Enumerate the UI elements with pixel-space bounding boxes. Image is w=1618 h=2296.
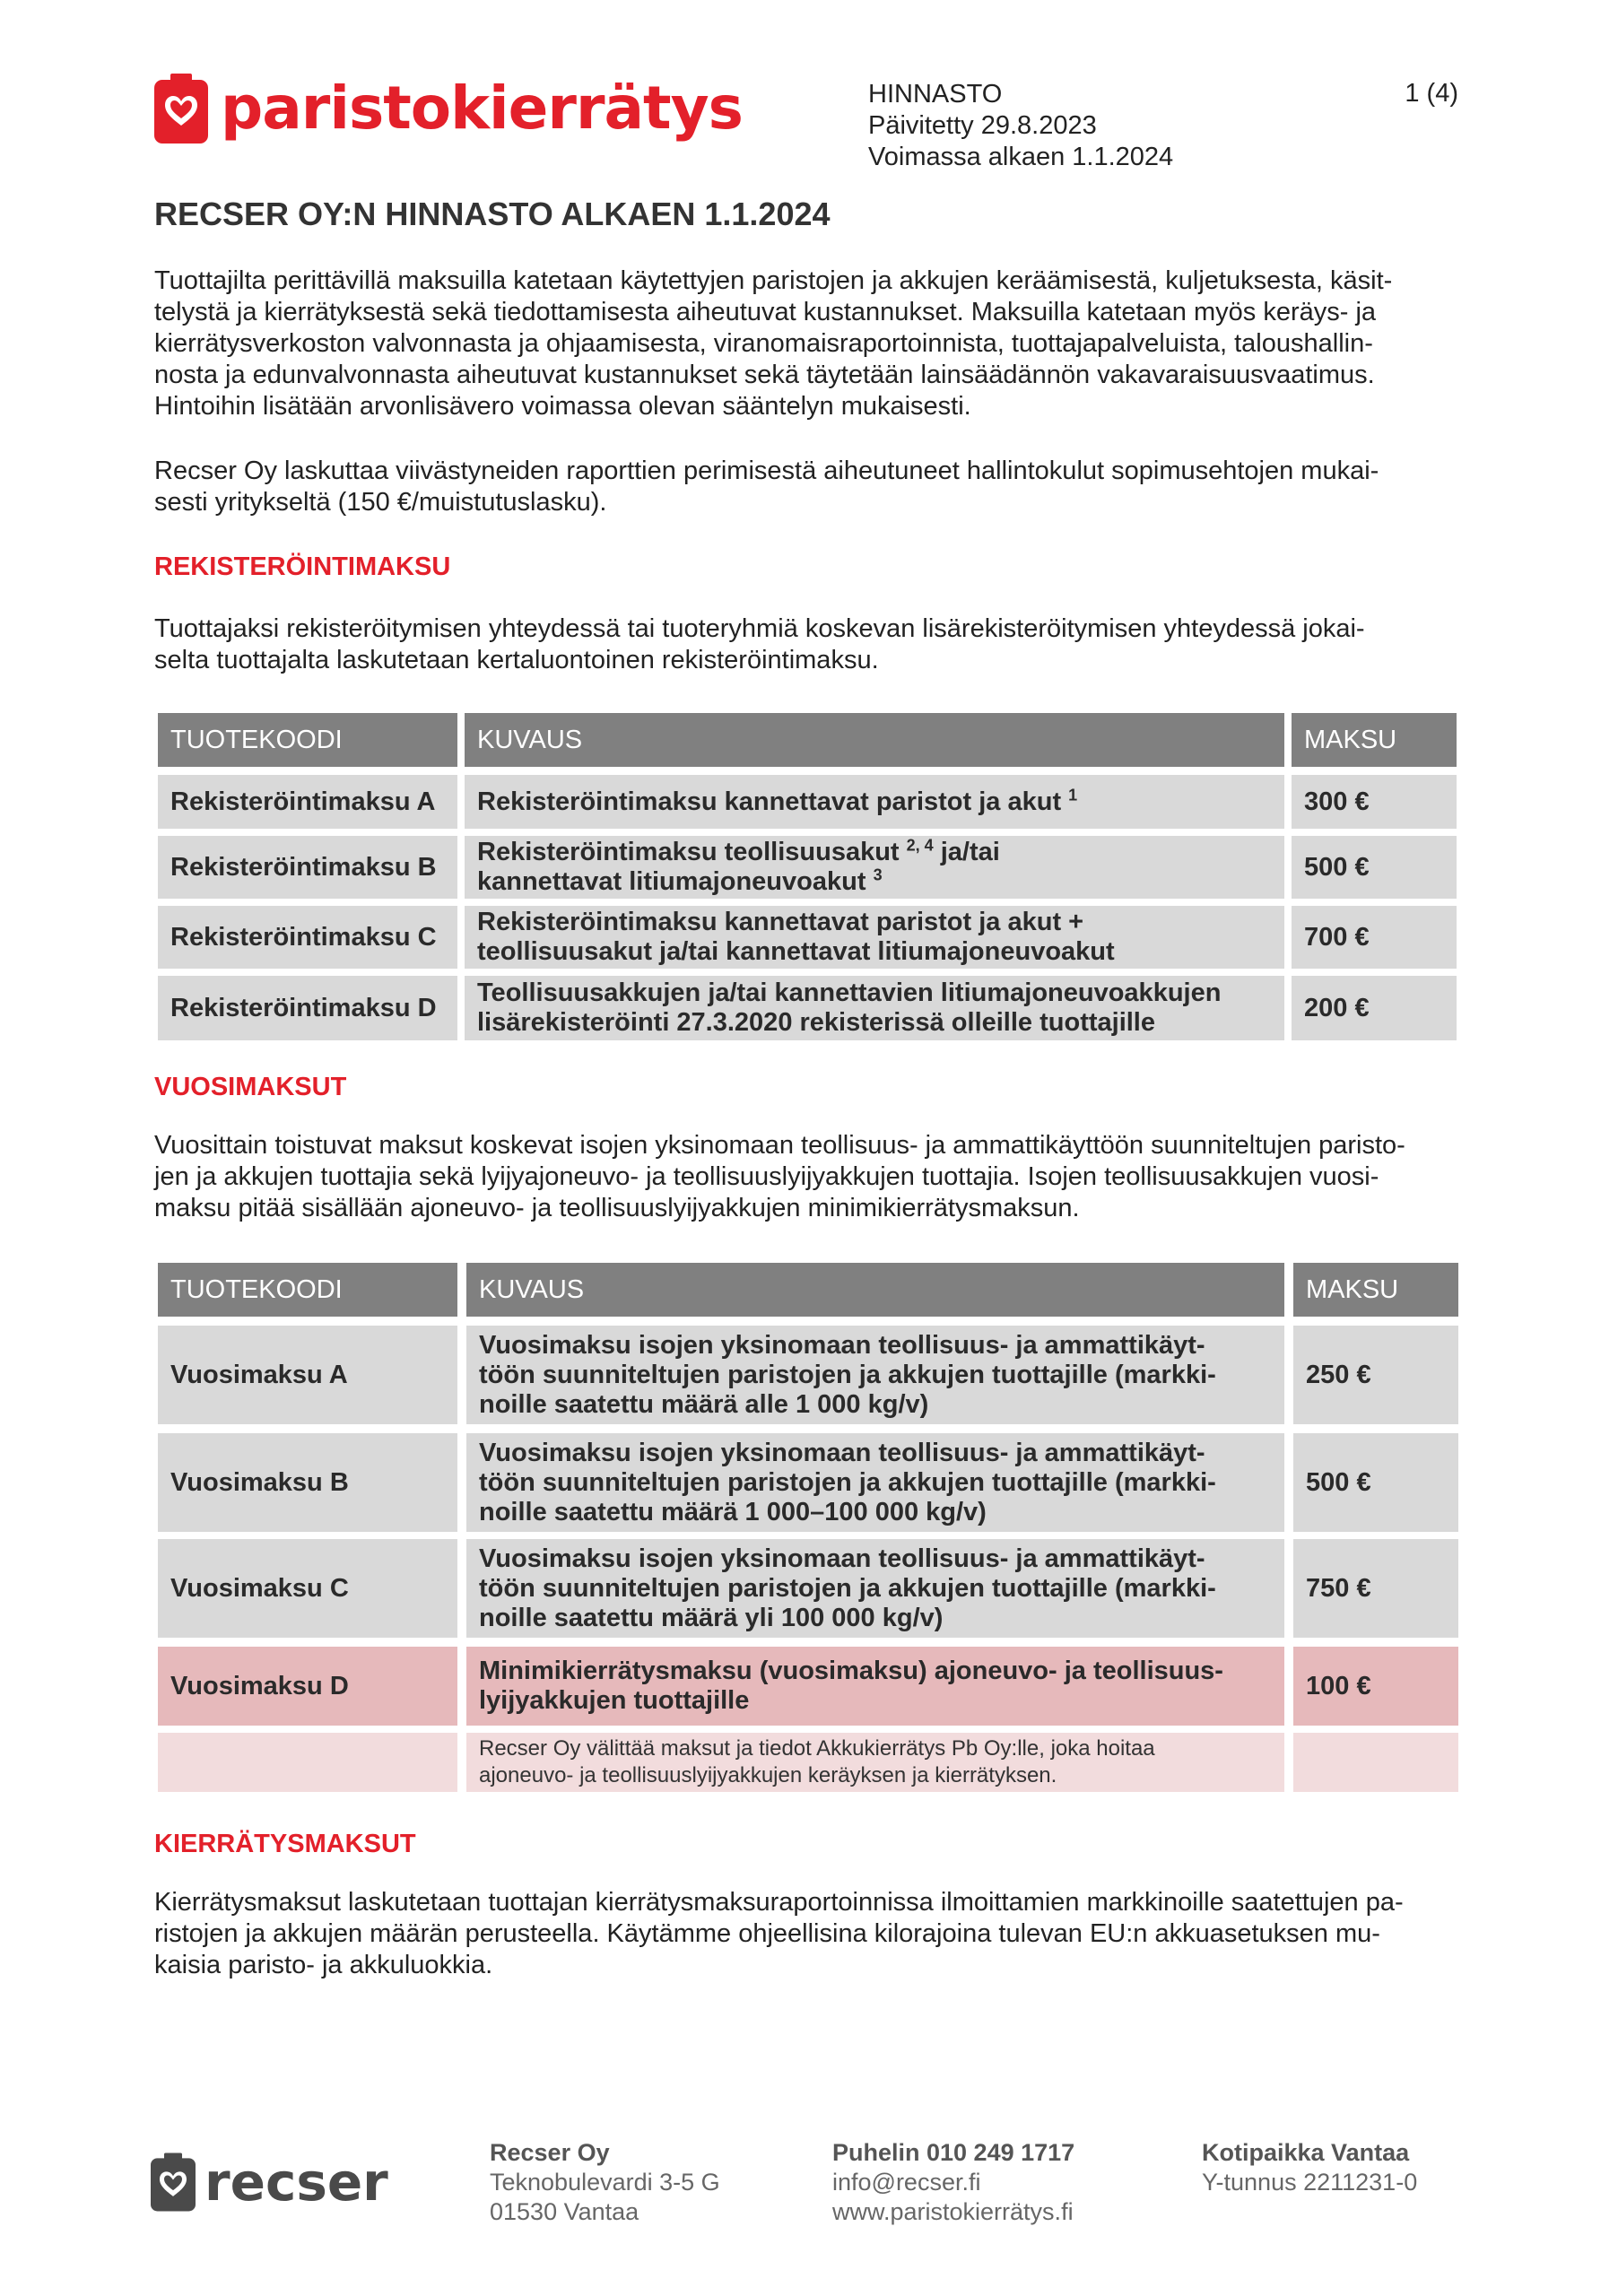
valid-from-date: Voimassa alkaen 1.1.2024 xyxy=(868,143,1174,171)
footer-brand-name: recser xyxy=(204,2152,388,2213)
registration-heading: REKISTERÖINTIMAKSU xyxy=(154,552,451,581)
updated-date: Päivitetty 29.8.2023 xyxy=(868,111,1097,140)
description-text: Rekisteröintimaksu kannettavat paristot ja akut + xyxy=(477,908,1084,936)
text-line: Recser Oy laskuttaa viivästyneiden raporttien perimisestä aiheutuneet hallintokulut sopimusehtojen mukai- xyxy=(154,457,1379,485)
table-row-fee: 300 € xyxy=(1292,775,1457,829)
table-row-code: Rekisteröintimaksu D xyxy=(158,976,457,1040)
note-row-empty-cell xyxy=(158,1733,457,1792)
table-row-description xyxy=(465,836,1284,899)
table-row-fee: 250 € xyxy=(1293,1326,1458,1424)
table-row-fee: 750 € xyxy=(1293,1539,1458,1638)
description-text: töön suunniteltujen paristojen ja akkujen tuottajille (markki- xyxy=(479,1467,1216,1497)
domicile: Kotipaikka Vantaa xyxy=(1202,2139,1410,2166)
column-header-code: TUOTEKOODI xyxy=(158,1263,457,1317)
description-text: noille saatettu määrä 1 000–100 000 kg/v) xyxy=(479,1497,987,1526)
table-row-code: Rekisteröintimaksu A xyxy=(158,775,457,829)
description-text: Teollisuusakkujen ja/tai kannettavien litiumajoneuvoakkujen xyxy=(477,978,1222,1007)
table-row-description xyxy=(466,1326,1284,1424)
doc-type: HINNASTO xyxy=(868,80,1003,109)
brand-logo xyxy=(154,74,743,144)
text-line: selta tuottajalta laskutetaan kertaluontoinen rekisteröintimaksu. xyxy=(154,646,879,674)
text-line: Vuosittain toistuvat maksut koskevat isojen yksinomaan teollisuus- ja ammattikäyttöön suunniteltujen paristo- xyxy=(154,1131,1405,1160)
table-row-description xyxy=(465,906,1284,969)
footnote-ref: 3 xyxy=(873,865,883,884)
battery-heart-icon xyxy=(151,2152,196,2212)
description-text: noille saatettu määrä alle 1 000 kg/v) xyxy=(479,1389,929,1419)
city-address: 01530 Vantaa xyxy=(490,2198,639,2225)
description-text: Vuosimaksu isojen yksinomaan teollisuus- ja ammattikäyt- xyxy=(479,1330,1205,1360)
description-text: lyijyakkujen tuottajille xyxy=(479,1686,750,1715)
table-row-code: Vuosimaksu C xyxy=(158,1539,457,1638)
annual-heading: VUOSIMAKSUT xyxy=(154,1073,347,1101)
page-title: RECSER OY:N HINNASTO ALKAEN 1.1.2024 xyxy=(154,196,831,232)
table-row-description xyxy=(466,1539,1284,1638)
column-header-description: KUVAUS xyxy=(466,1263,1284,1317)
footnote-ref: 1 xyxy=(1068,785,1078,804)
table-row-code: Vuosimaksu B xyxy=(158,1433,457,1532)
description-text: kannettavat litiumajoneuvoakut xyxy=(477,867,866,896)
website-link[interactable]: www.paristokierrätys.fi xyxy=(832,2198,1074,2225)
page-number: 1 (4) xyxy=(1405,79,1458,108)
description-text: töön suunniteltujen paristojen ja akkujen tuottajille (markki- xyxy=(479,1360,1216,1389)
description-text: ja/tai xyxy=(933,838,1000,866)
phone-number: Puhelin 010 249 1717 xyxy=(832,2139,1075,2166)
street-address: Teknobulevardi 3-5 G xyxy=(490,2169,720,2196)
text-line: Kierrätysmaksut laskutetaan tuottajan kierrätysmaksuraportoinnissa ilmoittamien markkinoille saatettujen pa- xyxy=(154,1888,1404,1917)
table-row-description xyxy=(465,775,1284,829)
table-row-fee: 500 € xyxy=(1292,836,1457,899)
note-line: Recser Oy välittää maksut ja tiedot Akkukierrätys Pb Oy:lle, joka hoitaa xyxy=(479,1736,1155,1761)
text-line: nosta ja edunvalvonnasta aiheutuvat kustannukset sekä täytetään lainsäädännön vakavaraisuusvaatimus. xyxy=(154,361,1375,389)
text-line: Hintoihin lisätään arvonlisävero voimassa olevan sääntelyn mukaisesti. xyxy=(154,392,971,421)
text-line: Tuottajilta perittävillä maksuilla katetaan käytettyjen paristojen ja akkujen keräämisestä, kuljetuksesta, käsit- xyxy=(154,266,1393,295)
description-text: Vuosimaksu isojen yksinomaan teollisuus- ja ammattikäyt- xyxy=(479,1544,1205,1573)
description-text: Rekisteröintimaksu kannettavat paristot ja akut xyxy=(477,787,1062,816)
text-line: jen ja akkujen tuottajia sekä lyijyajoneuvo- ja teollisuuslyijyakkujen tuottajia. Isojen teollisuusakkujen vuosi- xyxy=(154,1162,1379,1191)
note-row-text xyxy=(466,1733,1284,1792)
description-text: töön suunniteltujen paristojen ja akkujen tuottajille (markki- xyxy=(479,1573,1216,1603)
table-row-code: Rekisteröintimaksu C xyxy=(158,906,457,969)
intro-paragraph-2 xyxy=(154,456,1473,518)
description-text: lisärekisteröinti 27.3.2020 rekisterissä olleille tuottajille xyxy=(477,1008,1155,1037)
business-id: Y-tunnus 2211231-0 xyxy=(1202,2169,1418,2196)
description-text: Rekisteröintimaksu teollisuusakut xyxy=(477,838,900,866)
description-text: Minimikierrätysmaksu (vuosimaksu) ajoneuvo- ja teollisuus- xyxy=(479,1657,1223,1685)
footer-contact xyxy=(832,2138,1074,2227)
description-text: Vuosimaksu isojen yksinomaan teollisuus- ja ammattikäyt- xyxy=(479,1438,1205,1467)
text-line: maksu pitää sisällään ajoneuvo- ja teollisuuslyijyakkujen minimikierrätysmaksun. xyxy=(154,1194,1080,1222)
footer-address xyxy=(490,2138,720,2227)
description-text: noille saatettu määrä yli 100 000 kg/v) xyxy=(479,1603,944,1632)
table-row-fee: 200 € xyxy=(1292,976,1457,1040)
intro-paragraph-1 xyxy=(154,265,1473,422)
battery-heart-icon xyxy=(154,74,208,144)
recycling-text xyxy=(154,1887,1473,1981)
table-row-fee: 100 € xyxy=(1293,1647,1458,1726)
annual-text xyxy=(154,1130,1473,1224)
note-row-empty-cell xyxy=(1293,1733,1458,1792)
registration-text xyxy=(154,613,1473,676)
column-header-fee: MAKSU xyxy=(1292,713,1457,767)
text-line: kierrätysverkoston valvonnasta ja ohjaamisesta, viranomaisraportoinnista, tuottajapalveluista, taloushallin- xyxy=(154,329,1373,358)
company-name: Recser Oy xyxy=(490,2139,610,2166)
table-row-code: Rekisteröintimaksu B xyxy=(158,836,457,899)
table-row-code: Vuosimaksu A xyxy=(158,1326,457,1424)
table-row-fee: 700 € xyxy=(1292,906,1457,969)
document-info xyxy=(868,79,1173,173)
table-row-code: Vuosimaksu D xyxy=(158,1647,457,1726)
description-text: teollisuusakut ja/tai kannettavat litiumajoneuvoakut xyxy=(477,937,1115,966)
table-row-description xyxy=(466,1433,1284,1532)
table-row-description xyxy=(466,1647,1284,1726)
text-line: Tuottajaksi rekisteröitymisen yhteydessä tai tuoteryhmiä koskevan lisärekisteröitymisen yhteydessä jokai- xyxy=(154,614,1365,643)
column-header-description: KUVAUS xyxy=(465,713,1284,767)
table-row-description xyxy=(465,976,1284,1040)
column-header-fee: MAKSU xyxy=(1293,1263,1458,1317)
footer-logo xyxy=(151,2152,388,2212)
table-row-fee: 500 € xyxy=(1293,1433,1458,1532)
email-link[interactable]: info@recser.fi xyxy=(832,2169,981,2196)
column-header-code: TUOTEKOODI xyxy=(158,713,457,767)
footer-company-info xyxy=(1202,2138,1417,2197)
footnote-ref: 2, 4 xyxy=(906,836,934,855)
note-line: ajoneuvo- ja teollisuuslyijyakkujen keräyksen ja kierrätyksen. xyxy=(479,1763,1057,1787)
text-line: kaisia paristo- ja akkuluokkia. xyxy=(154,1951,493,1979)
recycling-heading: KIERRÄTYSMAKSUT xyxy=(154,1830,416,1858)
text-line: sesti yritykseltä (150 €/muistutuslasku). xyxy=(154,488,607,517)
text-line: telystä ja kierrätyksestä sekä tiedottamisesta aiheutuvat kustannukset. Maksuilla katetaan myös keräys- ja xyxy=(154,298,1377,326)
brand-name: paristokierrätys xyxy=(221,74,743,143)
text-line: ristojen ja akkujen määrän perusteella. Käytämme ohjeellisina kilorajoina tulevan EU:n akkuasetuksen mu- xyxy=(154,1919,1380,1948)
